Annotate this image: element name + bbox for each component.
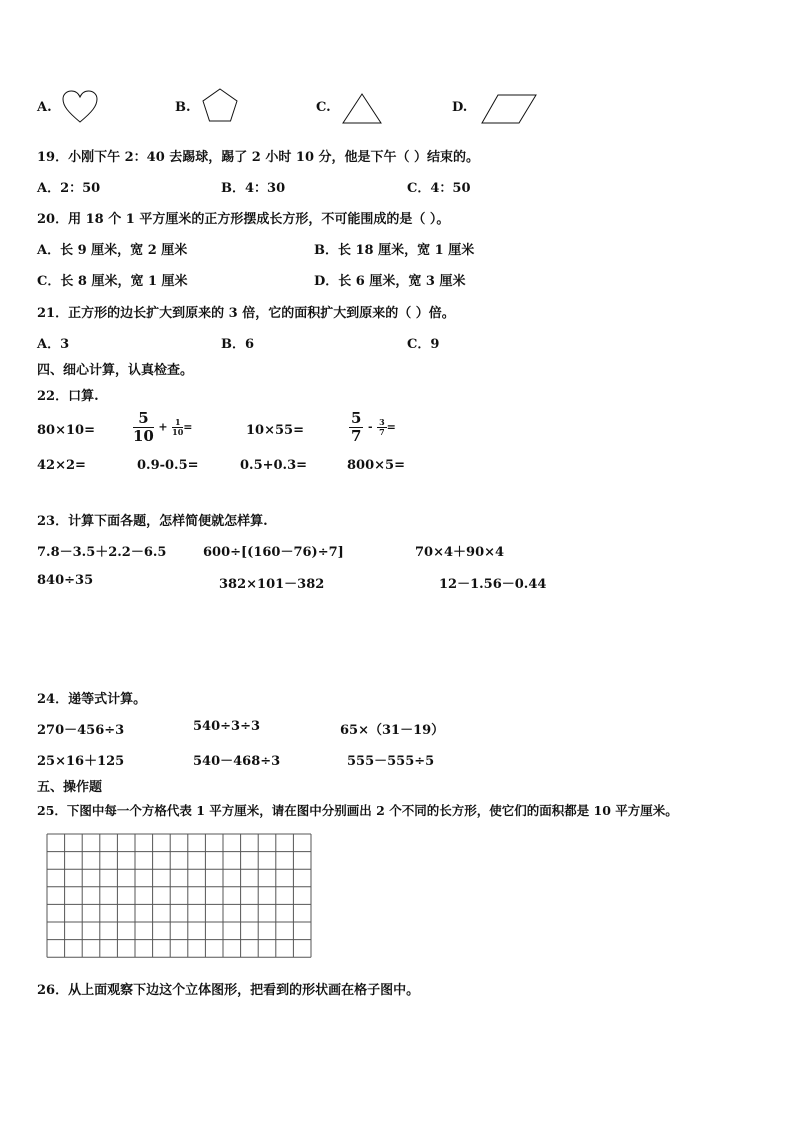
q21-text: 21．正方形的边长扩大到原来的 3 倍，它的面积扩大到原来的（ ）倍。	[37, 306, 455, 321]
q22-item-3: 10×55=	[246, 423, 304, 438]
fraction-a: $\frac{5}{7}$	[351, 409, 362, 445]
q24-expr-1: 270－456÷3	[37, 723, 125, 738]
q22-item-6: 0.9-0.5=	[137, 458, 199, 473]
q22-title: 22．口算.	[37, 389, 99, 404]
q22-item-4: $\frac{5}{7}$ - $\frac{3}{7}$ =	[351, 409, 396, 445]
q19-option-c: C．4：50	[407, 181, 471, 196]
q23-expr-1: 7.8－3.5＋2.2－6.5	[37, 545, 167, 560]
q26-text: 26．从上面观察下边这个立体图形，把看到的形状画在格子图中。	[37, 983, 420, 998]
q20-text: 20．用 18 个 1 平方厘米的正方形摆成长方形，不可能围成的是（ ）。	[37, 212, 450, 227]
q22-item-8: 800×5=	[347, 458, 405, 473]
fraction-a: $\frac{5}{10}$	[133, 409, 154, 445]
q24-title: 24．递等式计算。	[37, 692, 147, 707]
q21-option-a: A．3	[37, 337, 70, 352]
q19-text: 19．小刚下午 2：40 去踢球，踢了 2 小时 10 分，他是下午（ ）结束的。	[37, 150, 480, 165]
q22-item-7: 0.5+0.3=	[240, 458, 308, 473]
q20-option-d: D．长 6 厘米，宽 3 厘米	[314, 274, 466, 289]
q23-expr-3: 70×4＋90×4	[415, 545, 505, 560]
grid-svg	[46, 833, 314, 957]
q23-title: 23．计算下面各题，怎样简便就怎样算.	[37, 514, 268, 529]
q19-option-a: A．2：50	[37, 181, 101, 196]
q21-option-b: B．6	[221, 337, 255, 352]
q23-expr-6: 12－1.56－0.44	[439, 577, 547, 592]
heart-icon	[62, 90, 98, 124]
q20-option-b: B．长 18 厘米，宽 1 厘米	[314, 243, 475, 258]
q23-expr-2: 600÷[(160－76)÷7]	[203, 545, 344, 560]
square-grid[interactable]	[46, 833, 314, 961]
q18-option-d-letter: D.	[452, 100, 468, 115]
q20-option-a: A．长 9 厘米，宽 2 厘米	[37, 243, 188, 258]
q24-expr-4: 25×16＋125	[37, 754, 125, 769]
q18-option-c-letter: C.	[316, 100, 331, 115]
q23-expr-4: 840÷35	[37, 573, 94, 588]
q18-option-b-letter: B.	[175, 100, 191, 115]
q22-item-1: 80×10=	[37, 423, 95, 438]
q20-option-c: C．长 8 厘米，宽 1 厘米	[37, 274, 188, 289]
q24-expr-2: 540÷3÷3	[193, 719, 261, 734]
q23-expr-5: 382×101－382	[219, 577, 325, 592]
q24-expr-5: 540－468÷3	[193, 754, 281, 769]
q18-option-a-letter: A.	[37, 100, 52, 115]
triangle-icon	[342, 93, 382, 124]
q22-item-5: 42×2=	[37, 458, 86, 473]
section-4-heading: 四、细心计算，认真检查。	[37, 363, 194, 378]
q19-option-b: B．4：30	[221, 181, 286, 196]
parallelogram-icon	[481, 94, 537, 124]
fraction-b: $\frac{3}{7}$	[379, 416, 385, 437]
fraction-b: $\frac{1}{10}$	[172, 416, 184, 437]
pentagon-icon	[202, 88, 238, 122]
q22-item-2: $\frac{5}{10}$ + $\frac{1}{10}$ =	[133, 409, 193, 445]
q24-expr-6: 555－555÷5	[347, 754, 435, 769]
q21-option-c: C．9	[407, 337, 440, 352]
q25-text: 25．下图中每一个方格代表 1 平方厘米，请在图中分别画出 2 个不同的长方形，使它们的面积都是 10 平方厘米。	[37, 803, 678, 818]
section-5-heading: 五、操作题	[37, 780, 103, 795]
q24-expr-3: 65×（31－19）	[340, 723, 445, 738]
